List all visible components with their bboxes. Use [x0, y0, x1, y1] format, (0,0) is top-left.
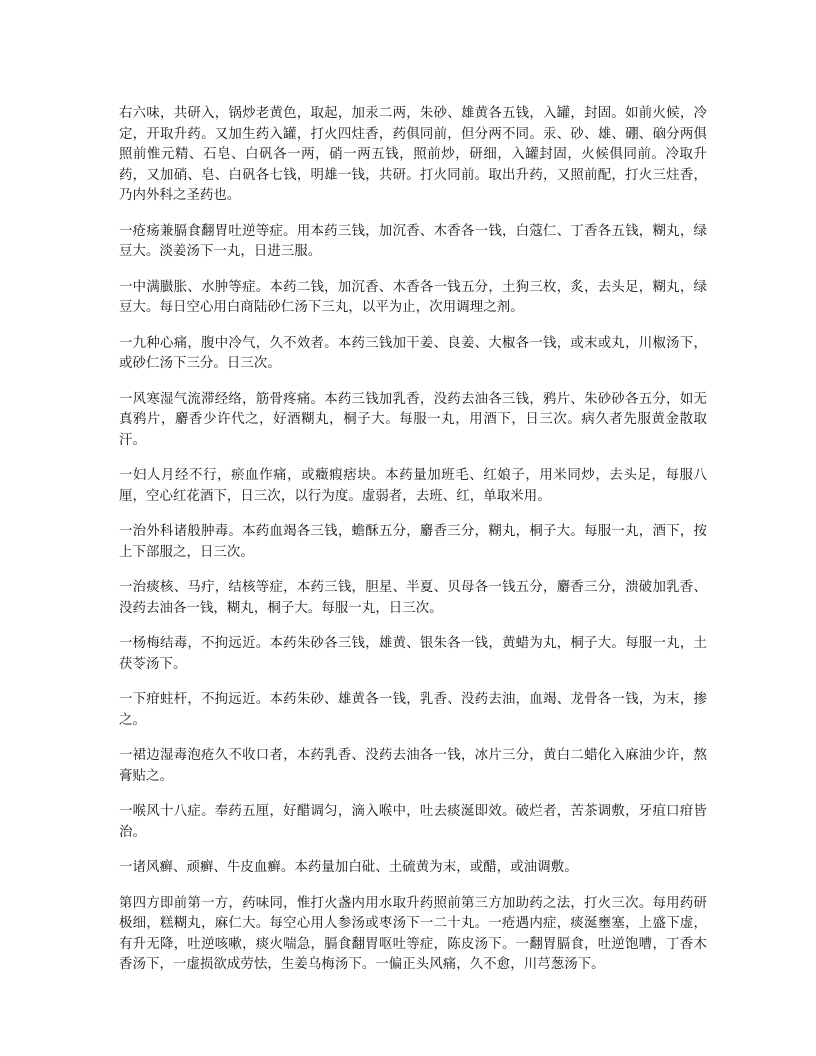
- paragraph-5: 一风寒湿气流滞经络，筋骨疼痛。本药三钱加乳香，没药去油各三钱，鸦片、朱砂砂各五分，如无真鸦片，麝香少许代之，好酒糊丸，桐子大。每服一丸，用酒下，日三次。病久者先服黄金散取汗。: [119, 391, 707, 448]
- paragraph-8: 一治痰核、马疔，结核等症，本药三钱，胆星、半夏、贝母各一钱五分，麝香三分，溃破加乳香、没药去油各一钱，糊丸，桐子大。每服一丸，日三次。: [119, 580, 707, 616]
- paragraph-2: 一疮疡兼膈食翻胃吐逆等症。用本药三钱，加沉香、木香各一钱，白蔻仁、丁香各五钱，糊丸，绿豆大。淡姜汤下一丸，日进三服。: [119, 223, 707, 259]
- paragraph-7: 一治外科诸般肿毒。本药血竭各三钱，蟾酥五分，麝香三分，糊丸，桐子大。每服一丸，酒下，按上下部服之，日三次。: [119, 524, 707, 560]
- paragraph-14: 第四方即前第一方，药味同，惟打火盏内用水取升药照前第三方加助药之法，打火三次。每用药研极细，糕糊丸，麻仁大。每空心用人参汤或枣汤下一二十丸。一疮遇内症，痰涎壅塞，上盛下虚，有升无降，吐逆咳嗽，痰火喘急，膈食翻胃呕吐等症，陈皮汤下。一翻胃膈食，吐逆饱嘈，丁香木香汤下，一虚损欲成劳怯，生姜乌梅汤下。一偏正头风痛，久不愈，川芎葱汤下。: [119, 895, 707, 972]
- paragraph-6: 一妇人月经不行，瘀血作痛，或癥瘕痞块。本药量加班毛、红娘子，用米同炒，去头足，每服八厘，空心红花酒下，日三次，以行为度。虚弱者，去班、红，单取米用。: [119, 468, 707, 504]
- paragraph-3: 一中满臌胀、水肿等症。本药二钱，加沉香、木香各一钱五分，土狗三枚，炙，去头足，糊丸，绿豆大。每日空心用白商陆砂仁汤下三丸，以平为止，次用调理之剂。: [119, 279, 707, 315]
- paragraph-10: 一下疳蛀杆，不拘远近。本药朱砂、雄黄各一钱，乳香、没药去油，血竭、龙骨各一钱，为末，掺之。: [119, 692, 707, 728]
- paragraph-11: 一裙边湿毒泡疮久不收口者，本药乳香、没药去油各一钱，冰片三分，黄白二蜡化入麻油少许，熬膏贴之。: [119, 748, 707, 784]
- document-page: [119, 104, 707, 991]
- paragraph-13: 一诸风癣、顽癣、牛皮血癣。本药量加白砒、土硫黄为末，或醋，或油调敷。: [119, 860, 578, 875]
- paragraph-1: 右六味，共研入，锅炒老黄色，取起，加汞二两，朱砂、雄黄各五钱，入罐，封固。如前火候，冷定，开取升药。又加生药入罐，打火四炷香，药俱同前，但分两不同。汞、砂、雄、硼、硇分两俱照前惟元精、石皂、白矾各一两，硝一两五钱，照前炒，研细，入罐封固，火候俱同前。冷取升药，又加硝、皂、白矾各七钱，明雄一钱，共研。打火同前。取出升药，又照前配，打火三炷香，乃内外科之圣药也。: [119, 106, 707, 203]
- paragraph-12: 一喉风十八症。奉药五厘，好醋调匀，滴入喉中，吐去痰涎即效。破烂者，苦茶调敷，牙疽口疳皆治。: [119, 804, 707, 840]
- paragraph-4: 一九种心痛，腹中冷气，久不效者。本药三钱加干姜、良姜、大椒各一钱，或末或丸，川椒汤下，或砂仁汤下三分。日三次。: [119, 335, 707, 371]
- paragraph-9: 一杨梅结毒，不拘远近。本药朱砂各三钱，雄黄、银朱各一钱，黄蜡为丸，桐子大。每服一丸，土茯苓汤下。: [119, 636, 707, 672]
